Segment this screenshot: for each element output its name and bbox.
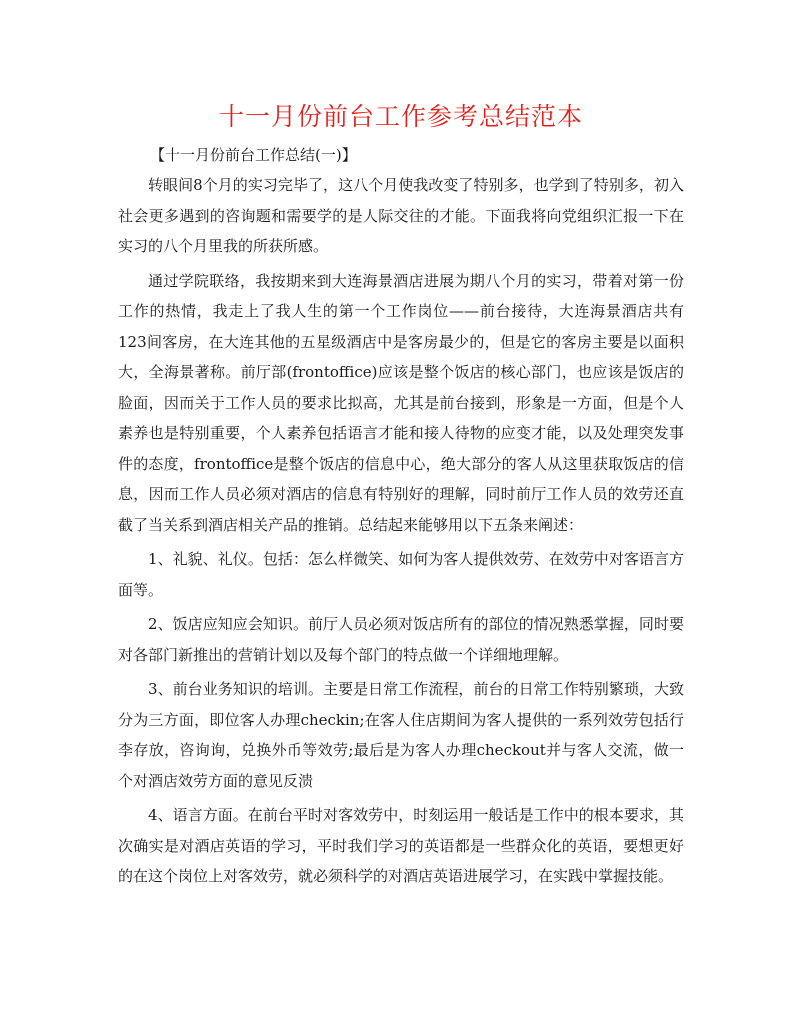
paragraph-item-1: 1、礼貌、礼仪。包括：怎么样微笑、如何为客人提供效劳、在效劳中对客语言方面等。 — [118, 550, 684, 599]
document-title: 十一月份前台工作参考总结范本 — [218, 102, 583, 131]
document-page — [118, 100, 684, 896]
paragraph-background: 通过学院联络，我按期来到大连海景酒店进展为期八个月的实习，带着对第一份工作的热情，我走上了我人生的第一个工作岗位——前台接待，大连海景酒店共有123间客房，在大连其他的五星级酒店中是客房最少的，但是它的客房主要是以面积大，全海景著称。前厅部(frontoffice)应该是整个饭店的核心部门，也应该是饭店的脸面，因而关于工作人员的要求比拟高，尤其是前台接到，形象是一方面，但是个人素养也是特别重要，个人素养包括语言才能和接人待物的应变才能，以及处理突发事件的态度，frontoffice是整个饭店的信息中心，绝大部分的客人从这里获取饭店的信息，因而工作人员必须对酒店的信息有特别好的理解，同时前厅工作人员的效劳还直截了当关系到酒店相关产品的推销。总结起来能够用以下五条来阐述： — [118, 271, 684, 534]
section-heading: 【十一月份前台工作总结(一)】 — [150, 146, 357, 164]
paragraph-item-2: 2、饭店应知应会知识。前厅人员必须对饭店所有的部位的情况熟悉掌握，同时要对各部门新推出的营销计划以及每个部门的特点做一个详细地理解。 — [118, 615, 684, 664]
paragraph-item-4: 4、语言方面。在前台平时对客效劳中，时刻运用一般话是工作中的根本要求，其次确实是对酒店英语的学习，平时我们学习的英语都是一些群众化的英语，要想更好的在这个岗位上对客效劳，就必须科学的对酒店英语进展学习，在实践中掌握技能。 — [118, 806, 684, 885]
paragraph-item-3: 3、前台业务知识的培训。主要是日常工作流程，前台的日常工作特别繁琐，大致分为三方面，即位客人办理checkin;在客人住店期间为客人提供的一系列效劳包括行李存放，咨询询，兑换外币等效劳;最后是为客人办理checkout并与客人交流，做一个对酒店效劳方面的意见反溃 — [118, 680, 684, 790]
paragraph-intro: 转眼间8个月的实习完毕了，这八个月使我改变了特别多，也学到了特别多，初入社会更多遇到的咨询题和需要学的是人际交往的才能。下面我将向党组织汇报一下在实习的八个月里我的所获所感。 — [118, 176, 684, 255]
